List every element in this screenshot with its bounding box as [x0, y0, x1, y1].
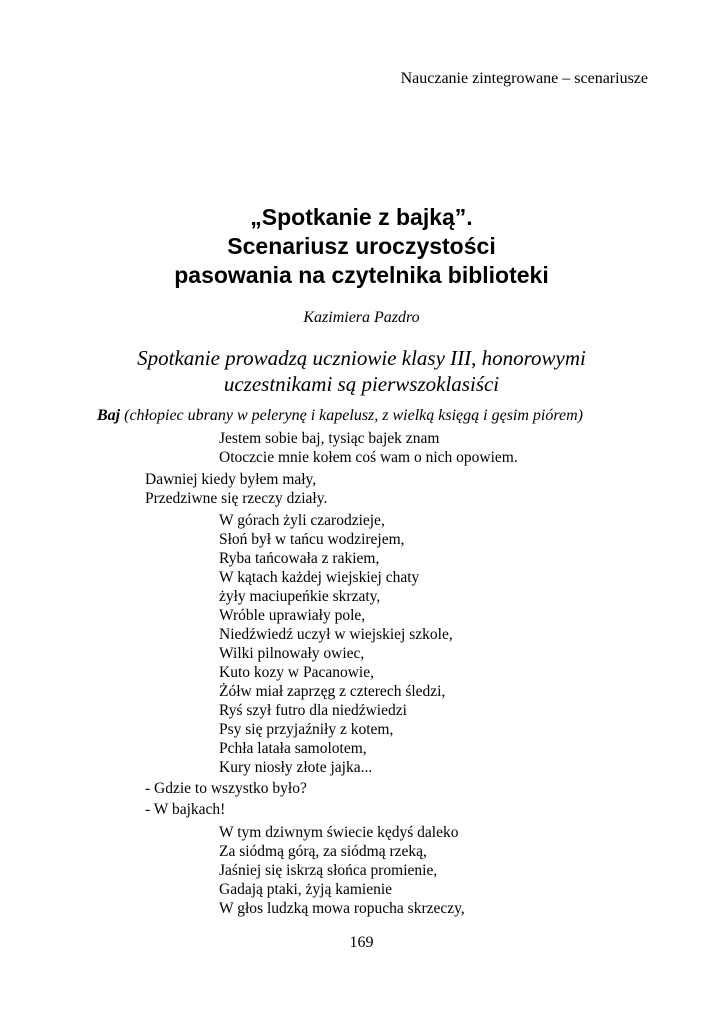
verse-block	[219, 823, 465, 918]
verse-line: Niedźwiedź uczył w wiejskiej szkole,	[219, 626, 453, 643]
verse-line: W górach żyli czarodzieje,	[219, 512, 385, 529]
verse-line: - W bajkach!	[145, 801, 226, 818]
verse-line: Przedziwne się rzeczy działy.	[145, 490, 328, 507]
verse-line: Psy się przyjaźniły z kotem,	[219, 721, 394, 738]
dialogue-block	[145, 778, 307, 820]
title-line: Scenariusz uroczystości	[227, 233, 496, 259]
verse-line: Kuto kozy w Pacanowie,	[219, 664, 374, 681]
verse-line: Jestem sobie baj, tysiąc bajek znam	[219, 430, 440, 447]
verse-line: Za siódmą górą, za siódmą rzeką,	[219, 843, 427, 860]
verse-block	[219, 429, 518, 467]
intro-line: uczestnikami są pierwszoklasiści	[223, 372, 500, 396]
page-number: 169	[349, 934, 374, 951]
verse-line: Kury niosły złote jajka...	[219, 759, 373, 776]
title-line: pasowania na czytelnika biblioteki	[174, 262, 549, 288]
verse-line: W głos ludzką mowa ropucha skrzeczy,	[219, 900, 465, 917]
verse-line: W tym dziwnym świecie kędyś daleko	[219, 824, 459, 841]
verse-block	[219, 511, 453, 777]
verse-line: Żółw miał zaprzęg z czterech śledzi,	[219, 683, 446, 700]
verse-line: Ryba tańcowała z rakiem,	[219, 550, 380, 567]
document-title	[0, 203, 723, 290]
verse-line: Jaśniej się iskrzą słońca promienie,	[219, 862, 438, 879]
intro-text	[0, 345, 723, 397]
verse-line: żyły maciupeńkie skrzaty,	[219, 588, 381, 605]
verse-line: W kątach każdej wiejskiej chaty	[219, 569, 420, 586]
title-line: „Spotkanie z bajką”.	[250, 204, 473, 230]
character-description: (chłopiec ubrany w pelerynę i kapelusz, z wielką księgą i gęsim piórem)	[124, 407, 583, 424]
verse-line: - Gdzie to wszystko było?	[145, 780, 307, 797]
character-name: Baj	[97, 407, 121, 424]
verse-line: Słoń był w tańcu wodzirejem,	[219, 531, 405, 548]
verse-line: Dawniej kiedy byłem mały,	[145, 471, 317, 488]
intro-line: Spotkanie prowadzą uczniowie klasy III, honorowymi	[137, 346, 586, 370]
verse-line: Otoczcie mnie kołem coś wam o nich opowiem.	[219, 449, 518, 466]
verse-line: Pchła latała samolotem,	[219, 740, 367, 757]
character-heading	[97, 407, 583, 425]
verse-line: Wilki pilnowały owiec,	[219, 645, 365, 662]
running-header: Nauczanie zintegrowane – scenariusze	[400, 70, 648, 87]
verse-line: Ryś szył futro dla niedźwiedzi	[219, 702, 407, 719]
verse-line: Wróble uprawiały pole,	[219, 607, 366, 624]
verse-block	[145, 470, 327, 508]
author-name: Kazimiera Pazdro	[303, 309, 420, 326]
verse-line: Gadają ptaki, żyją kamienie	[219, 881, 393, 898]
